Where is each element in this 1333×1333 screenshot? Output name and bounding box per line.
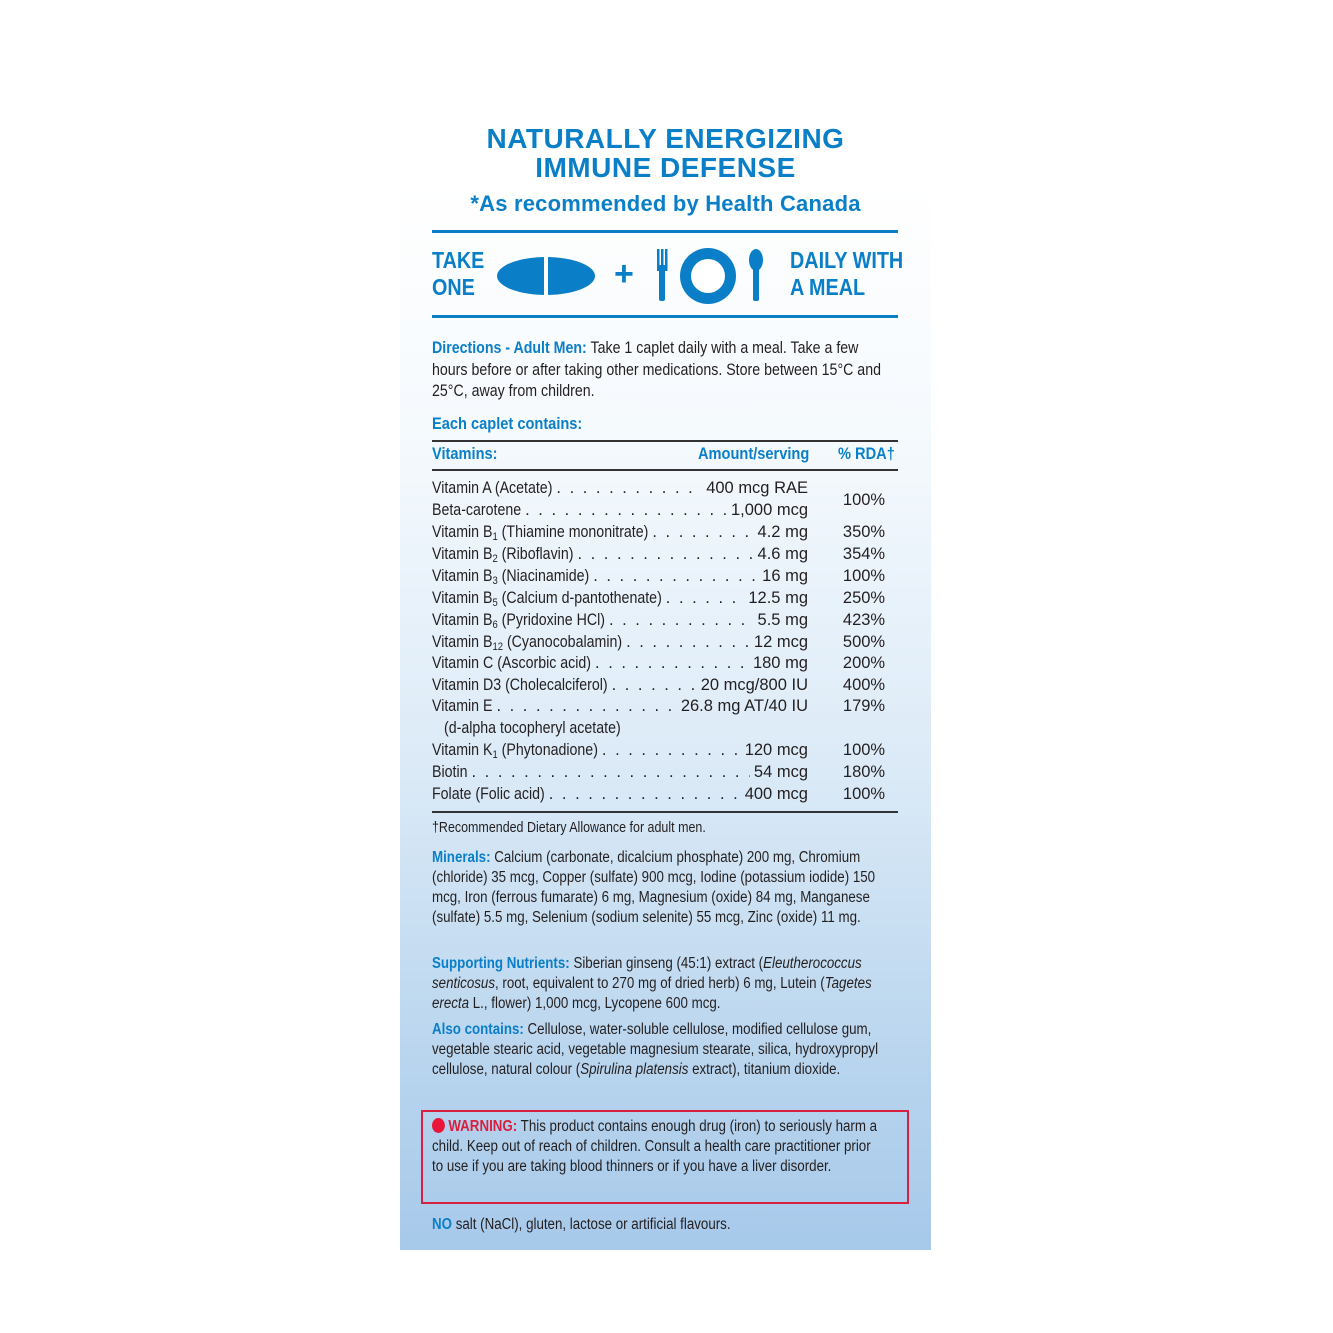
rda-value: 250%: [842, 589, 886, 607]
subscript: 1: [492, 749, 498, 761]
supporting-italic-1: Eleutherococcus senticosus: [432, 955, 862, 992]
nutrient-name: Beta-carotene: [432, 501, 522, 519]
rda-footnote: †Recommended Dietary Allowance for adult men.: [432, 820, 706, 836]
subscript: 2: [492, 553, 498, 565]
leader-dots: [472, 761, 750, 783]
nutrient-name: Vitamin $B_5$ (Calcium d-pantothenate): [432, 589, 662, 609]
dosage-daily: [790, 247, 922, 301]
leader-dots: [556, 477, 702, 499]
minerals-text: Calcium (carbonate, dicalcium phosphate) 200 mg, Chromium (chloride) 35 mcg, Copper (sulfate) 900 mcg, Iodine (potassium iodide) 150 mcg, Iron (ferrous fumarate) 6 mg, Magnesium (oxide) 84 mg, Manganese (sulfate) 5.5 mg, Selenium (sodium selenite) 55 mcg, Zinc (oxide) 11 mg.: [432, 849, 876, 926]
nutrient-name: Folate (Folic acid): [432, 785, 545, 803]
dosage-take: [432, 247, 493, 301]
table-row: [432, 695, 808, 717]
also-contains: [432, 1020, 896, 1080]
table-row: [432, 631, 808, 653]
warning-label: WARNING:: [448, 1118, 518, 1135]
leader-dots: [595, 652, 749, 674]
nutrient-amount: 4.6 mg: [757, 545, 808, 563]
also-italic: Spirulina platensis: [580, 1061, 689, 1078]
col-vitamins: Vitamins:: [432, 444, 498, 463]
also-label: Also contains:: [432, 1021, 524, 1038]
nutrient-name: Biotin: [432, 763, 468, 781]
subscript: 1: [492, 531, 498, 543]
minerals: [432, 848, 896, 928]
leader-dots: [626, 631, 750, 653]
rda-value: 500%: [842, 633, 886, 651]
rda-value: 180%: [842, 763, 886, 781]
nutrient-name: Vitamin $B_6$ (Pyridoxine HCl): [432, 611, 605, 631]
table-row: [432, 609, 808, 631]
leader-dots: [609, 609, 754, 631]
also-text-2: extract), titanium dioxide.: [688, 1061, 841, 1078]
rda-value: 100%: [842, 785, 886, 803]
spoon-icon: [749, 249, 763, 301]
leader-dots: [549, 783, 741, 805]
nutrient-name: Vitamin A (Acetate): [432, 479, 553, 497]
rda-value: 354%: [842, 545, 886, 563]
leader-dots: [666, 587, 745, 609]
no-label: NO: [432, 1216, 452, 1233]
plus-sign: +: [614, 255, 634, 293]
supporting-label: Supporting Nutrients:: [432, 955, 570, 972]
rda-value: 100%: [842, 567, 886, 585]
take-line1: TAKE: [432, 247, 485, 273]
nutrient-amount: 400 mcg RAE: [706, 479, 808, 497]
nutrient-amount: 16 mg: [762, 567, 808, 585]
nutrient-name: Vitamin $B_1$ (Thiamine mononitrate): [432, 523, 649, 543]
supporting-text-3: L., flower) 1,000 mcg, Lycopene 600 mcg.: [469, 995, 721, 1012]
nutrient-name: Vitamin $B_2$ (Riboflavin): [432, 545, 574, 565]
daily-line2: A MEAL: [790, 274, 866, 300]
table-row: [432, 783, 808, 805]
subscript: 6: [492, 619, 498, 631]
nutrient-amount: 12.5 mg: [748, 589, 808, 607]
rda-value: 350%: [842, 523, 886, 541]
leader-dots: [612, 674, 697, 696]
directions-text: Take 1 caplet daily with a meal. Take a few hours before or after taking other medications. Store between 15°C and 25°C, away from children.: [432, 339, 881, 400]
headline-line1: NATURALLY ENERGIZING: [486, 123, 845, 154]
leader-dots: [525, 499, 727, 521]
subscript: 5: [492, 597, 498, 609]
rda-value: 400%: [842, 676, 886, 694]
table-row: [432, 477, 808, 499]
divider-bottom: [432, 315, 898, 318]
take-line2: ONE: [432, 274, 475, 300]
no-line: [432, 1215, 896, 1235]
table-rule-bottom: [432, 811, 898, 813]
table-rule-mid: [432, 469, 898, 471]
nutrient-amount: 20 mcg/800 IU: [700, 676, 808, 694]
supporting-text-1: Siberian ginseng (45:1) extract (: [573, 955, 764, 972]
table-row: [432, 652, 808, 674]
rda-value: 423%: [842, 611, 886, 629]
col-amount: Amount/serving: [698, 444, 810, 463]
headline-line2: IMMUNE DEFENSE: [535, 152, 796, 183]
caplet-contains: Each caplet contains:: [432, 414, 583, 433]
nutrient-name: Vitamin $B_3$ (Niacinamide): [432, 567, 590, 587]
nutrient-amount: 5.5 mg: [757, 611, 808, 629]
no-text: salt (NaCl), gluten, lactose or artificial flavours.: [455, 1216, 731, 1233]
warning-dot-icon: [432, 1118, 445, 1133]
nutrient-amount: 54 mcg: [753, 763, 808, 781]
rda-value: 100%: [842, 741, 886, 759]
rda-value: 200%: [842, 654, 886, 672]
nutrient-name: Vitamin $K_1$ (Phytonadione): [432, 741, 598, 761]
supporting-text-2: , root, equivalent to 270 mg of dried herb) 6 mg, Lutein (: [494, 975, 825, 992]
leader-dots: [593, 565, 758, 587]
table-row: [432, 761, 808, 783]
nutrient-amount: 1,000 mcg: [730, 501, 808, 519]
table-row: [432, 521, 808, 543]
leader-dots: [577, 543, 753, 565]
nutrient-amount: 400 mcg: [744, 785, 808, 803]
table-rule-top: [432, 440, 898, 442]
nutrient-name: Vitamin $B_{12}$ (Cyanocobalamin): [432, 633, 623, 653]
table-row: [432, 587, 808, 609]
nutrient-amount: 12 mcg: [753, 633, 808, 651]
supporting-italic-2: Tagetes erecta: [432, 975, 872, 1012]
nutrient-name: Vitamin D3 (Cholecalciferol): [432, 676, 608, 694]
headline-subtitle: *As recommended by Health Canada: [470, 191, 861, 216]
subscript: 12: [492, 641, 504, 653]
table-row: [432, 499, 808, 521]
nutrient-name: Vitamin E: [432, 697, 493, 715]
table-row: [432, 543, 808, 565]
rda-value: 179%: [842, 697, 886, 715]
caplet-icon: [497, 256, 595, 296]
warning-text: This product contains enough drug (iron) to seriously harm a child. Keep out of reach of children. Consult a health care practitioner prior to use if you are taking blood thinners or if you have a liver disorder.: [432, 1118, 878, 1175]
directions: [432, 338, 896, 403]
plate-icon: [680, 248, 736, 304]
also-text-1: Cellulose, water-soluble cellulose, modified cellulose gum, vegetable stearic acid, vegetable magnesium stearate, silica, hydroxypropyl cellulose, natural colour (: [432, 1021, 879, 1078]
table-row: [432, 674, 808, 696]
col-rda: % RDA†: [838, 444, 895, 463]
directions-label: Directions - Adult Men:: [432, 339, 587, 357]
leader-dots: [496, 695, 676, 717]
fork-icon: [657, 249, 668, 301]
nutrient-amount: 26.8 mg AT/40 IU: [680, 697, 808, 715]
supporting-nutrients: [432, 954, 896, 1014]
nutrient-amount: 180 mg: [752, 654, 808, 672]
table-row: [432, 739, 808, 761]
vitamin-e-note-text: (d-alpha tocopheryl acetate): [444, 719, 621, 737]
nutrient-amount: 120 mcg: [744, 741, 808, 759]
leader-dots: [602, 739, 741, 761]
minerals-label: Minerals:: [432, 849, 491, 866]
subscript: 3: [492, 575, 498, 587]
nutrient-name: Vitamin C (Ascorbic acid): [432, 654, 592, 672]
nutrient-amount: 4.2 mg: [757, 523, 808, 541]
table-row: [432, 565, 808, 587]
daily-line1: DAILY WITH: [790, 247, 904, 273]
rda-value-vitamin-a: 100%: [842, 491, 886, 509]
vitamin-e-note: [444, 717, 820, 739]
warning-text-block: [432, 1117, 879, 1177]
leader-dots: [652, 521, 753, 543]
divider-top: [432, 230, 898, 233]
